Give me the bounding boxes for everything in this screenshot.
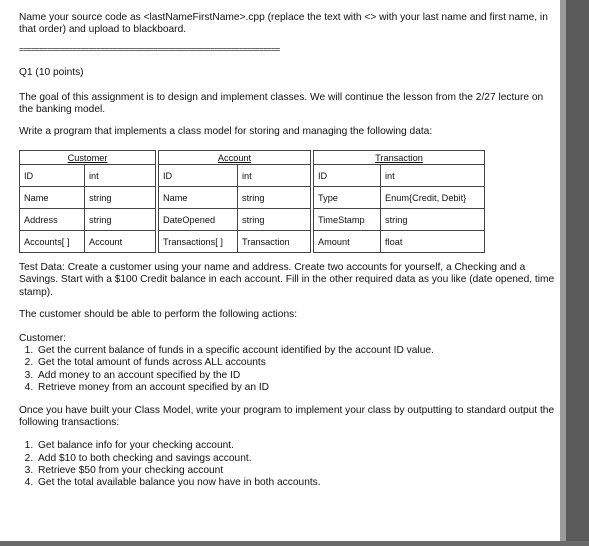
intro-text: Name your source code as <lastNameFirstName>.cpp (replace the text with <> with your last name and first name, in that order) and upload to blackboard. [19,12,548,36]
field-name: Transactions[ ] [159,231,238,253]
field-name: Accounts[ ] [20,231,85,253]
field-type: Account [85,231,156,253]
field-type: Enum{Credit, Debit} [381,187,485,209]
class-header-row [20,151,485,165]
goal-text: The goal of this assignment is to design and implement classes. We will continue the lesson from the 2/27 lecture on the banking model. [19,91,544,115]
customer-label: Customer: [19,333,66,345]
write-instruction: Write a program that implements a class model for storing and managing the following data: [19,126,433,138]
field-name: DateOpened [159,209,238,231]
separator-rule: ================================================================ [19,45,280,55]
list-item: 2. Add $10 to both checking and savings account. [36,453,560,465]
table-row [20,209,485,231]
field-type: float [381,231,485,253]
class-model-table [19,150,485,253]
list-item: 1. Get balance info for your checking account. [36,440,560,452]
list-item: 3. Retrieve $50 from your checking account [36,465,560,477]
list-item: 4. Get the total available balance you now have in both accounts. [36,477,560,489]
field-name: ID [20,165,85,187]
table-row [20,231,485,253]
field-name: ID [314,165,381,187]
list-item: 1. Get the current balance of funds in a specific account identified by the account ID value. [36,345,560,357]
list-item: 2. Get the total amount of funds across ALL accounts [36,357,560,369]
field-type: string [85,187,156,209]
field-name: Name [20,187,85,209]
field-type: Transaction [238,231,311,253]
field-type: int [381,165,485,187]
table-row [20,165,485,187]
account-class-title: Account [159,151,311,165]
field-type: string [381,209,485,231]
field-name: Name [159,187,238,209]
output-instruction: Once you have built your Class Model, write your program to implement your class by outputting to standard output the following transactions: [19,405,555,429]
field-name: TimeStamp [314,209,381,231]
actions-intro: The customer should be able to perform the following actions: [19,308,298,320]
list-item: 3. Add money to an account specified by the ID [36,370,560,382]
field-name: Type [314,187,381,209]
field-name: Address [20,209,85,231]
field-name: ID [159,165,238,187]
field-type: string [238,209,311,231]
test-data-text: Test Data: Create a customer using your name and address. Create two accounts for yourself, a Checking and a Savings. Start with a $100 Credit balance in each account. Fill in the other required data as you like (date opened, time stamp). [19,262,555,298]
list-item: 4. Retrieve money from an account specified by an ID [36,382,560,394]
question-heading: Q1 (10 points) [19,67,84,79]
transaction-class-title: Transaction [314,151,485,165]
customer-actions-list [19,345,560,394]
table-row [20,187,485,209]
field-type: string [85,209,156,231]
field-type: int [85,165,156,187]
field-type: string [238,187,311,209]
viewer-margin [560,0,589,546]
transactions-list [19,440,560,489]
field-type: int [238,165,311,187]
field-name: Amount [314,231,381,253]
viewer-bottom-bar [0,541,589,546]
customer-class-title: Customer [20,151,156,165]
